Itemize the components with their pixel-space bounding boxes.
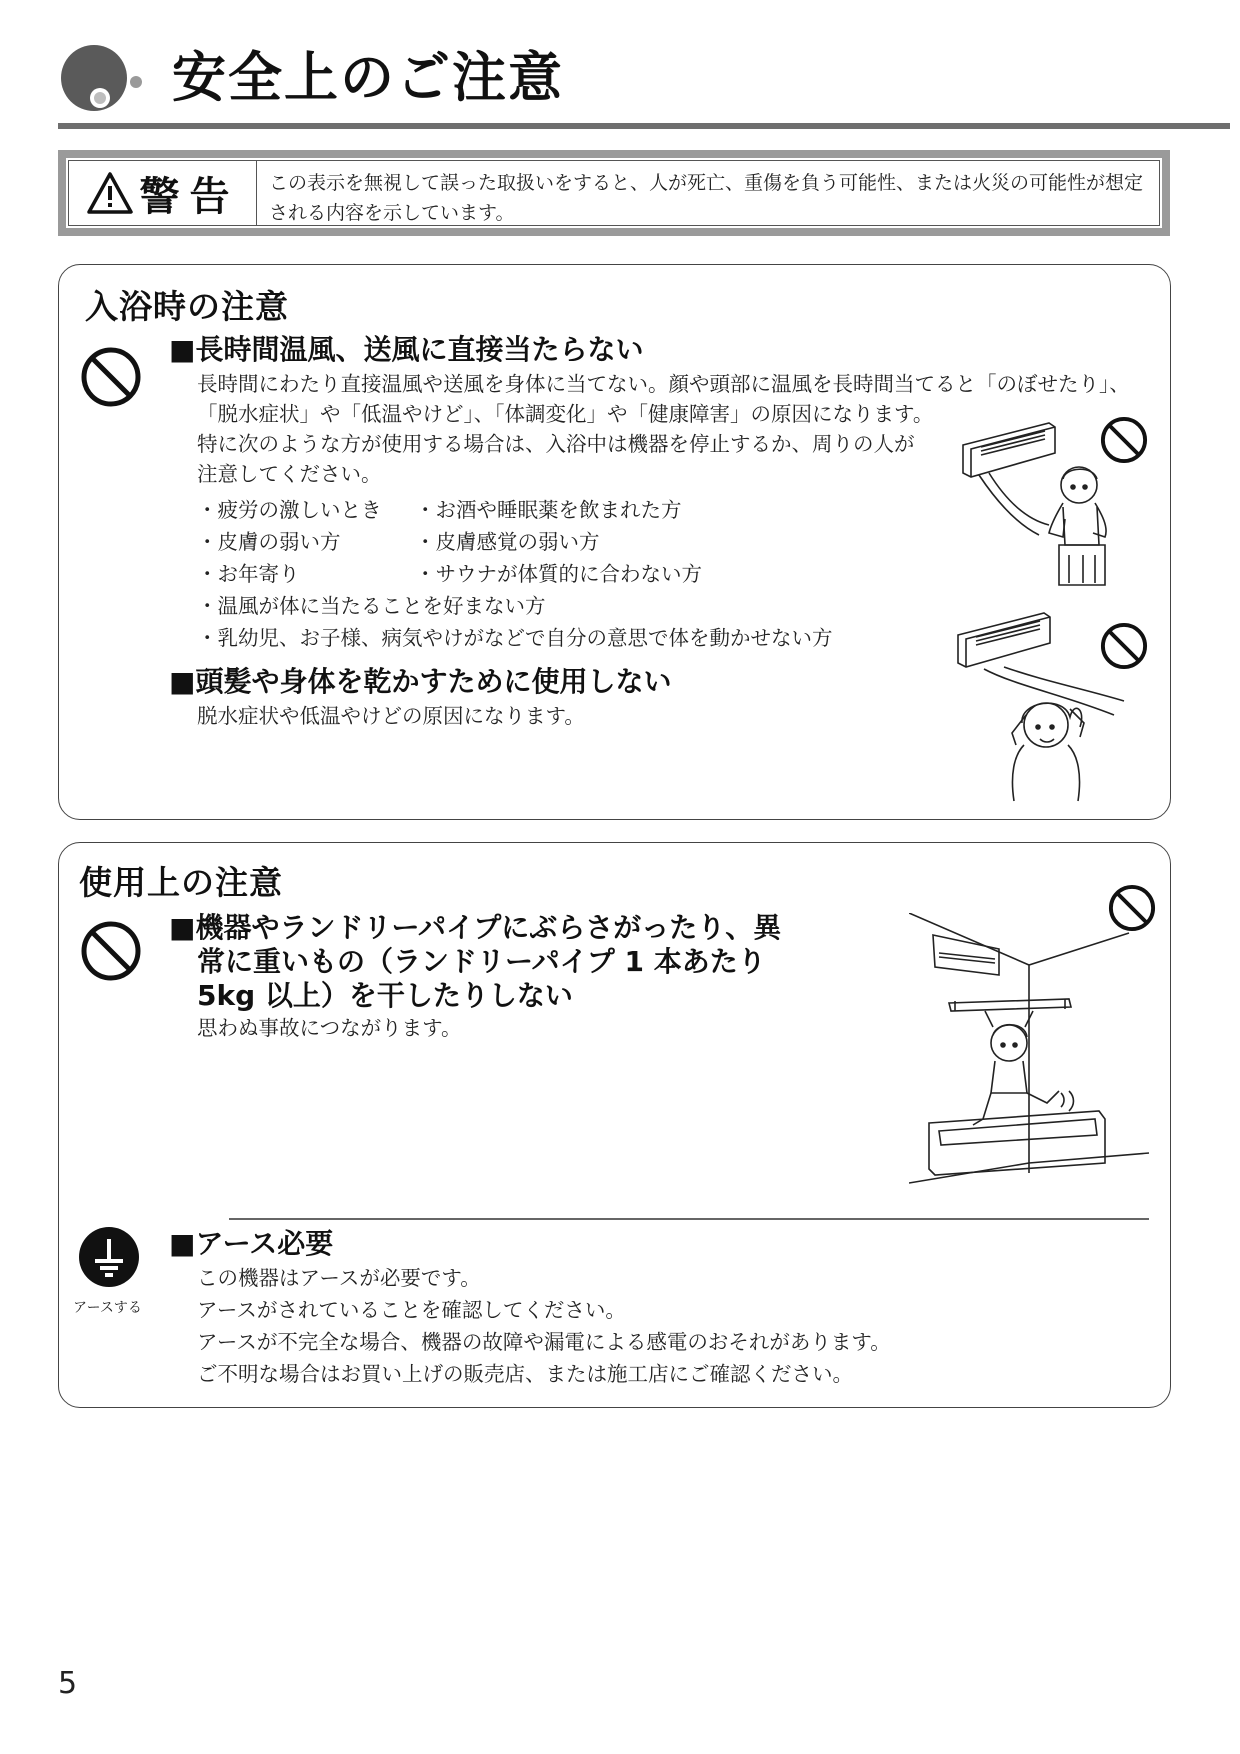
section-title: 入浴時の注意 [85, 287, 289, 326]
prohibition-icon [1099, 415, 1149, 465]
section-divider [229, 1218, 1149, 1220]
warning-triangle-icon [86, 171, 134, 215]
page-number: 5 [58, 1666, 78, 1701]
ground-earth-icon [77, 1225, 141, 1289]
section-title: 使用上の注意 [79, 863, 283, 902]
section-bathing-caution [58, 264, 1171, 820]
item-title-no-hanging: ■機器やランドリーパイプにぶらさがったり、異常に重いもの（ランドリーパイプ 1 本あたり 5kg 以上）を干したりしない [169, 911, 782, 1012]
item-text-no-hanging: 思わぬ事故につながります。 [197, 1016, 462, 1040]
item-title-earth: ■アース必要 [169, 1227, 334, 1260]
warning-legend [58, 150, 1170, 236]
bullet-item: ・温風が体に当たることを好まない方 [197, 594, 546, 618]
bullet-item: ・疲労の激しいとき [197, 498, 382, 522]
section-usage-caution [58, 842, 1171, 1408]
earth-text-line: アースが不完全な場合、機器の故障や漏電による感電のおそれがあります。 [197, 1330, 891, 1354]
warning-label-cell [69, 161, 257, 225]
item-title-no-drying: ■頭髪や身体を乾かすために使用しない [169, 665, 672, 698]
bullet-item: ・サウナが体質的に合わない方 [415, 562, 702, 586]
warning-description: この表示を無視して誤った取扱いをすると、人が死亡、重傷を負う可能性、または火災の可能性が想定される内容を示しています。 [269, 172, 1144, 224]
bullet-item: ・お酒や睡眠薬を飲まれた方 [415, 498, 682, 522]
bullet-item: ・皮膚の弱い方 [197, 530, 341, 554]
bullet-item: ・乳幼児、お子様、病気やけがなどで自分の意思で体を動かせない方 [197, 626, 833, 650]
child-hanging-pipe-illustration [909, 913, 1159, 1193]
earth-text-line: ご不明な場合はお買い上げの販売店、または施工店にご確認ください。 [197, 1362, 853, 1386]
prohibition-icon [1099, 621, 1149, 671]
earth-icon-caption: アースする [73, 1300, 142, 1316]
bullet-item: ・皮膚感覚の弱い方 [415, 530, 600, 554]
earth-text-line: この機器はアースが必要です。 [197, 1266, 481, 1290]
title-bullet-icon [58, 42, 148, 114]
earth-text-line: アースがされていることを確認してください。 [197, 1298, 626, 1322]
page-title: 安全上のご注意 [172, 46, 564, 109]
item-title-hot-air: ■長時間温風、送風に直接当たらない [169, 333, 644, 366]
prohibition-icon [1107, 883, 1157, 933]
warning-label: 警告 [139, 173, 240, 220]
prohibition-icon [79, 919, 143, 983]
title-rule [58, 123, 1230, 129]
bullet-item: ・お年寄り [197, 562, 300, 586]
prohibition-icon [79, 345, 143, 409]
item-text-no-drying: 脱水症状や低温やけどの原因になります。 [197, 704, 585, 728]
item-text-caution-persons: 特に次のような方が使用する場合は、入浴中は機器を停止するか、周りの人が注意してください。 [197, 432, 915, 486]
item-text-hot-air: 長時間にわたり直接温風や送風を身体に当てない。顔や頭部に温風を長時間当てると「のぼせたり」、「脱水症状」や「低温やけど」、「体調変化」や「健康障害」の原因になります。 [197, 372, 1130, 426]
